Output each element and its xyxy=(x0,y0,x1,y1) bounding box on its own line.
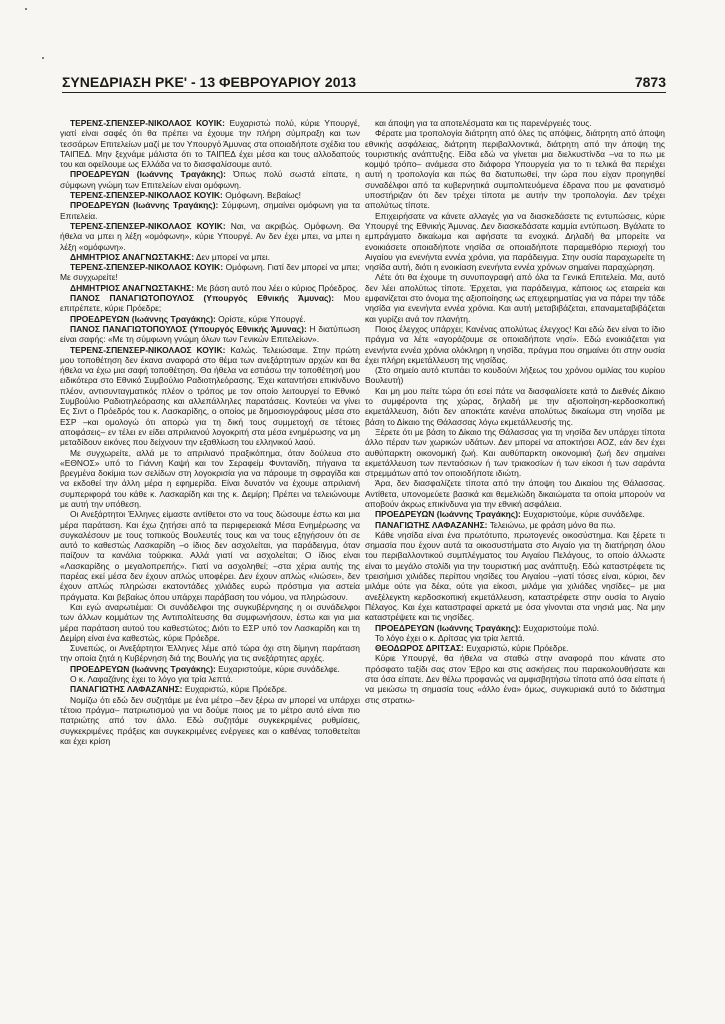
paragraph-text: και άποψη για τα αποτελέσματα και τις παρενέργειές τους. xyxy=(375,118,592,128)
paragraph-text: Και μη μου πείτε τώρα ότι εσεί πάτε να διασφαλίσετε κατά το Διεθνές Δίκαιο το συμφέροντα της χώρας, δηλαδή με την αξιοποίηση-κερδοσκοπική εκμετάλλευση, διότι δεν αποκτάτε κανένα απολύτως δικαίωμα στη νησίδα με βάση το Δίκαιο της Θάλασσας λόγω εκμετάλλευσής της. xyxy=(365,385,665,427)
paragraph-text: Ομόφωνη. Γιατί δεν μπορεί να μπει; Με συγχωρείτε! xyxy=(60,262,360,283)
paragraph xyxy=(365,118,665,128)
speaker-name: ΘΕΟΔΩΡΟΣ ΔΡΙΤΣΑΣ: xyxy=(375,643,464,654)
paragraph xyxy=(60,602,360,643)
speaker-name: ΠΡΟΕΔΡΕΥΩΝ xyxy=(375,509,435,520)
paragraph xyxy=(60,190,360,200)
paragraph xyxy=(365,520,665,530)
session-title: ΣΥΝΕΔΡΙΑΣΗ ΡΚΕ' - 13 ΦΕΒΡΟΥΑΡΙΟΥ 2013 xyxy=(62,74,357,90)
header-divider xyxy=(62,92,666,93)
paragraph-text: Το λόγο έχει ο κ. Δρίτσας για τρία λεπτά. xyxy=(375,632,525,643)
paragraph-text: Νομίζω ότι εδώ δεν συζητάμε με ένα μέτρο –δεν ξέρω αν μπορεί να υπάρχει τέτοιο πράγμα– πατριωτισμού για να δούμε ποιος με το μέτρο αυτό είναι πιο πατριώτης από τον άλλο. Εδώ συζητάμε συγκεκριμένες ρυθμίσεις, συγκεκριμένες πράξεις και συγκεκριμένες ενέργειες και ο καθένας τοποθετείται και έχει κρίση xyxy=(60,694,360,746)
paragraph xyxy=(365,653,665,704)
paragraph-text: Τελειώνω, με φράση μόνο θα πω. xyxy=(489,519,616,530)
paragraph xyxy=(365,530,665,623)
paragraph-text: Συνεπώς, οι Ανεξάρτητοι Έλληνες λέμε από τώρα όχι στη δίμηνη παράταση την οποία ζητά η Κυβέρνηση διά της Βουλής για τις ανεξάρτητες αρχές. xyxy=(60,643,360,664)
right-text-column xyxy=(365,118,665,1014)
paragraph-text: Ευχαριστούμε πολύ. xyxy=(523,622,600,633)
paragraph xyxy=(60,200,360,221)
paragraph xyxy=(365,478,665,509)
speaker-name: ΔΗΜΗΤΡΙΟΣ ΑΝΑΓΝΩΣΤΑΚΗΣ: xyxy=(70,282,195,293)
speaker-role: (Ιωάννης Τραγάκης): xyxy=(133,200,219,211)
paragraph xyxy=(60,448,360,510)
paragraph xyxy=(365,272,665,323)
paragraph-text: Κύριε Υπουργέ, θα ήθελα να σταθώ στην αναφορά που κάνατε στο πρόσφατο ταξίδι σας στον Έβρο και στις ασκήσεις που παρακολουθήσατε και στα όσα είπατε. Δεν θέλω προφανώς να αμφισβητήσω τίποτα από όσα είπατε ή να μειώσω τη σημασία τους «άλλο ένα» όμως, συγκυριακά αυτό το διάστημα στις στρατιω- xyxy=(365,653,665,705)
paragraph xyxy=(60,252,360,262)
paragraph-text: Ναι, να ακριβώς. Ομόφωνη. Θα ήθελα να μπει η λέξη «ομόφωνη», κύριε Υπουργέ. Αν δεν έχει μπει, να μπει η λέξη «ομόφωνη». xyxy=(60,220,360,252)
speaker-name: ΤΕΡΕΝΣ-ΣΠΕΝΣΕΡ-ΝΙΚΟΛΑΟΣ ΚΟΥΙΚ: xyxy=(70,190,223,201)
speaker-role: (Υπουργός Εθνικής Άμυνας): xyxy=(203,293,335,304)
paragraph-text: Ορίστε, κύριε Υπουργέ. xyxy=(218,313,306,324)
paragraph xyxy=(60,262,360,283)
paragraph-text: Όπως πολύ σωστά είπατε, η σύμφωνη γνώμη των Επιτελείων είναι ομόφωνη. xyxy=(60,169,360,190)
speaker-name: ΠΑΝΟΣ ΠΑΝΑΓΙΩΤΟΠΟΥΛΟΣ xyxy=(70,323,188,334)
paragraph-text: Με βάση αυτό που λέει ο κύριος Πρόεδρος. xyxy=(196,282,359,293)
paragraph-text: Φέρατε μια τροπολογία διάτρητη από όλες τις απόψεις, διάτρητη από άποψη εθνικής ασφάλειας, διάτρητη περιβαλλοντικά, διάτρητη από την άποψη της τουριστικής ανάπτυξης. Είδα εδώ να γίνεται μια διελκυστίνδα –να το πω με κομψό τρόπο– ανάμεσα στο διάφορα Υπουργεία για το τι τελικά θα περιέχει αυτή η τροπολογία και πώς θα διατυπωθεί, την ώρα που είχαν προηγηθεί συναδέλφοι από τα κυβερνητικά συμπολιτευόμενα έδρανα που με φανατισμό υποστήριζαν ότι δεν τρέχει τίποτα με αυτήν την τροπολογία. Δεν τρέχει απολύτως τίποτε. xyxy=(365,128,665,211)
paragraph xyxy=(60,684,360,694)
paragraph-text: Ποιος έλεγχος υπάρχει; Κανένας απολύτως έλεγχος! Και εδώ δεν είναι το ίδιο πράγμα να λέτε «αγοράζουμε σε οποιαδήποτε νησί». Εδώ ενοικιάζεται για ενενήντα εννέα χρόνια ολόκληρη η νησίδα, πράγμα που σημαίνει ότι στην ουσία έχει πλήρη εκμετάλλευση της νησίδας. xyxy=(365,323,665,365)
paragraph xyxy=(365,324,665,365)
paragraph xyxy=(60,509,360,602)
paragraph-text: Δεν μπορεί να μπει. xyxy=(195,251,271,262)
paragraph-text: Επιχειρήσατε να κάνετε αλλαγές για να διασκεδάσετε τις εντυπώσεις, κύριε Υπουργέ της Εθνικής Άμυνας. Δεν διασκεδάσατε καμμία εντύπωση. Βγάλατε το εμπράγματο δικαίωμα και αφήσατε τα ενοχικά. Δηλαδή θα μπορείτε να ενοικιάσετε οποιαδήποτε νησίδα σε οποιαδήποτε παραμεθόριο περιοχή του Αιγαίου για ενενήντα εννέα χρόνια, για παράδειγμα. Στην ουσία παραχωρείτε τη νησίδα αυτή, διότι η ενοικίαση ενενήντα εννέα χρόνων σημαίνει παραχώρηση. xyxy=(365,210,665,273)
paragraph xyxy=(365,365,665,386)
speaker-role: (Ιωάννης Τραγάκης): xyxy=(436,622,521,633)
paragraph-text: Με συγχωρείτε, αλλά με το απριλιανό πραξικόπημα, όταν δούλευα στο «ΕΘΝΟΣ» υπό το Γιάννη Καψή και τον Σεραφείμ Φυντανίδη, πήγαινα τα βρεγμένα δοκίμια των σελίδων στη λογοκρισία για να πάρουμε τη σφραγίδα και να εκδοθεί την άλλη μέρα η εφημερίδα. Είναι δυνατόν να έχουμε απριλιανή συμπεριφορά του κάθε κ. Λασκαρίδη και της κ. Δεμίρη; Πρέπει να τελειώνουμε με αυτή την υπόθεση. xyxy=(60,447,360,509)
paragraph-text: Μου επιτρέπετε, κύριε Πρόεδρε; xyxy=(60,293,360,314)
speaker-role: (Υπουργός Εθνικής Άμυνας): xyxy=(189,323,307,334)
paragraph xyxy=(60,118,360,169)
paragraph xyxy=(365,509,665,519)
paragraph-text: Ευχαριστούμε, κύριε συνάδελφε. xyxy=(218,663,340,674)
speaker-role: (Ιωάννης Τραγάκης): xyxy=(131,313,216,324)
page-header xyxy=(62,70,666,90)
paragraph-text: (Στο σημείο αυτό κτυπάει το κουδούνι λήξεως του χρόνου ομιλίας του κυρίου Βουλευτή) xyxy=(365,365,665,386)
paragraph xyxy=(60,221,360,252)
paragraph-text: Ευχαριστώ πολύ, κύριε Υπουργέ, γιατί είναι σαφές ότι θα πρέπει να έχουμε την πλήρη σύμπραξη και των τεσσάρων Επιτελείων μαζί με τον Υπουργό Άμυνας στα οποιαδήποτε σχέδια του ΤΑΙΠΕΔ. Μην ξεχνάμε μάλιστα ότι το ΤΑΙΠΕΔ έχει μέσα και τους αλλοδαπούς του και οφείλουμε ως Ελλάδα να το διασφαλίσουμε αυτό. xyxy=(60,118,360,170)
paragraph-text: Και εγώ αναρωτιέμαι: Οι συνάδελφοι της συγκυβέρνησης η οι συνάδελφοι των άλλων κομμάτων της Αντιπολίτευσης θα συμφωνήσουν, έστω και για μια μέρα παράταση αυτού του καθεστώτος; Διότι το ΕΣΡ υπό τον Λασκαρίδη και τη Δεμίρη είναι ένα καθεστώς, κύριε Πρόεδρε. xyxy=(60,601,360,643)
paragraph xyxy=(60,664,360,674)
speaker-name: ΠΡΟΕΔΡΕΥΩΝ xyxy=(70,663,130,674)
paragraph-text: Καλώς. Τελειώσαμε. Στην πρώτη μου τοποθέτηση δεν έκανα αναφορά στο θέμα των ανεξάρτητων αρχών και θα ήθελα να έχω μια σαφή τοποθέτηση. Θα ήθελα να εστιάσω την τοποθέτησή μου ειδικότερα στο Εθνικό Συμβούλιο Ραδιοτηλεόρασης. Έχει καταντήσει επικίνδυνο πλέον, αντισυνταγματικός πλέον ο τρόπος με τον οποίο λειτουργεί το Εθνικό Συμβούλιο Ραδιοτηλεόρασης και αλλεπάλληλες παρατάσεις. Κοντεύει να γίνει Ες Σιντ ο Πρόεδρός του κ. Λασκαρίδης, ο οποίος με δημοσιογράφους μέσα στο ΕΣΡ –και ομολογώ ότι απορώ για τη δική τους συμμετοχή σε τέτοιες αποφάσεις– εν τέλει εν είδει απριλιανού λογοκριτή στα μέσα ενημέρωσης να μη μεταδίδουν εικόνες που δείχνουν την εξαθλίωση του ελληνικού λαού. xyxy=(60,344,360,448)
paragraph xyxy=(60,293,360,314)
speaker-name: ΠΡΟΕΔΡΕΥΩΝ xyxy=(70,200,130,211)
left-text-column xyxy=(60,118,360,1014)
paragraph xyxy=(365,427,665,478)
speaker-name: ΔΗΜΗΤΡΙΟΣ ΑΝΑΓΝΩΣΤΑΚΗΣ: xyxy=(70,251,195,262)
paragraph-text: Σύμφωνη, σημαίνει ομόφωνη για τα Επιτελεία. xyxy=(60,200,360,221)
speaker-name: ΤΕΡΕΝΣ-ΣΠΕΝΣΕΡ-ΝΙΚΟΛΑΟΣ ΚΟΥΙΚ: xyxy=(70,344,226,355)
paragraph xyxy=(60,674,360,684)
paragraph xyxy=(60,324,360,345)
speaker-name: ΤΕΡΕΝΣ-ΣΠΕΝΣΕΡ-ΝΙΚΟΛΑΟΣ ΚΟΥΙΚ: xyxy=(70,220,226,231)
paragraph xyxy=(60,169,360,190)
speaker-role: (Ιωάννης Τραγάκης): xyxy=(436,509,521,520)
paragraph-text: Ο κ. Λαφαζάνης έχει το λόγο για τρία λεπτά. xyxy=(70,674,233,685)
speaker-name: ΠΑΝΑΓΙΩΤΗΣ ΛΑΦΑΖΑΝΗΣ: xyxy=(70,684,183,695)
speaker-name: ΠΑΝΟΣ ΠΑΝΑΓΙΩΤΟΠΟΥΛΟΣ xyxy=(70,293,194,304)
paragraph-text: Οι Ανεξάρτητοι Έλληνες είμαστε αντίθετοι στο να τους δώσουμε έστω και μια μέρα παράταση. Και έχω ζητήσει από τα περιφερειακά Μέσα Ενημέρωσης να συγκαλέσουν με τους τοπικούς Βουλευτές τους και να τους εξηγήσουν ότι σε αυτό το καθεστώς Λασκαρίδη –ο ίδιος δεν ασχολείται, για παράδειγμα, όταν παίζουν τα κανάλια τούρκικα. Αλλά γιατί να ασχολείται; Ο ίδιος είναι «Λασκαρίδης ο μεγαλοπρεπής». Γιατί να ασχοληθεί; –στα χέρια αυτής της παρέας εκεί μέσα δεν έχουν απλώς υποφέρει. Δεν έχουν απλώς «λιώσει», δεν έχουν απλώς πληρώσει εκατοντάδες χιλιάδες ευρώ πρόστιμα για αστεία πράγματα. Και βεβαίως όπου υπάρχει παράβαση του νόμου, να πληρώσουν. xyxy=(60,509,360,602)
speaker-name: ΤΕΡΕΝΣ-ΣΠΕΝΣΕΡ-ΝΙΚΟΛΑΟΣ ΚΟΥΙΚ: xyxy=(70,118,225,128)
speaker-name: ΠΡΟΕΔΡΕΥΩΝ xyxy=(375,622,435,633)
paragraph xyxy=(365,128,665,210)
paragraph-text: Ομόφωνη. Βεβαίως! xyxy=(225,190,302,201)
speaker-role: (Ιωάννης Τραγάκης): xyxy=(136,169,226,180)
speaker-role: (Ιωάννης Τραγάκης): xyxy=(131,663,216,674)
page-number: 7873 xyxy=(634,74,666,90)
paragraph xyxy=(365,211,665,273)
paragraph-text: Ευχαριστώ, κύριε Πρόεδρε. xyxy=(466,643,569,654)
speaker-name: ΠΑΝΑΓΙΩΤΗΣ ΛΑΦΑΖΑΝΗΣ: xyxy=(375,519,488,530)
scan-speck xyxy=(42,57,44,59)
paragraph xyxy=(60,314,360,324)
paragraph xyxy=(60,345,360,448)
paragraph-text: Ευχαριστούμε, κύριε συνάδελφε. xyxy=(523,509,645,520)
paragraph xyxy=(365,386,665,427)
speaker-name: ΠΡΟΕΔΡΕΥΩΝ xyxy=(70,169,130,180)
paragraph-text: Ξέρετε ότι με βάση το Δίκαιο της Θάλασσας για τη νησίδα δεν υπάρχει τίποτα άλλο πέραν των χωρικών υδάτων. Δεν μπορεί να αποκτήσει ΑΟΖ, εάν δεν έχει αυθύπαρκτη οικονομική ζωή. Και αυθύπαρκτη οικονομική ζωή δεν σημαίνει εκμετάλλευση των πενταόσιων ή των τριακοσίων ή των είκοσι ή των σαράντα στρεμμάτων από τον οποιοδήποτε ιδιώτη. xyxy=(365,426,665,479)
speaker-name: ΤΕΡΕΝΣ-ΣΠΕΝΣΕΡ-ΝΙΚΟΛΑΟΣ ΚΟΥΙΚ: xyxy=(70,262,224,273)
paragraph xyxy=(60,283,360,293)
paragraph-text: Κάθε νησίδα είναι ένα πρωτότυπο, πρωτογενές οικοσύστημα. Και ξέρετε τι σημασία που έχουν αυτά τα οικοσυστήματα στο Αιγαίο για τη διατήρηση όλου του περιβαλλοντικού συμπλέγματος του Αιγαίου Πελάγους, το οποίο άλλωστε είναι το μεγάλο στολίδι για την τουριστική μας ανάπτυξη. Εδώ καταστρέφετε τις τρεισήμισι χιλιάδες περίπου νησίδες του Αιγαίου –γιατί τόσες είναι, κύριοι, δεν μιλάμε ούτε για δέκα, ούτε για είκοσι, μιλάμε για χιλιάδες νησίδες– με μια ανεξέλεγκτη κερδοσκοπική εκμετάλλευση, καταστρέφετε στην ουσία το Αιγαίο Πέλαγος. Και έχει καταστραφεί αρκετά με όσα γίνονται στα νησιά μας. Να μην καταστρέψετε και τις νησίδες. xyxy=(365,529,665,623)
speaker-name: ΠΡΟΕΔΡΕΥΩΝ xyxy=(70,313,130,324)
paragraph-text: Άρα, δεν διασφαλίζετε τίποτα από την άποψη του Δικαίου της Θάλασσας. Αντίθετα, υπονομεύετε βασικά και θεμελιώδη δικαιώματα τα οποία μπορούν να αποβούν άκρως επικίνδυνα για την εθνική ασφάλεια. xyxy=(365,478,665,509)
paragraph xyxy=(365,633,665,643)
scan-speck xyxy=(25,8,27,10)
paragraph xyxy=(365,643,665,653)
paragraph-text: Λέτε ότι θα έχουμε τη συνυπογραφή από όλα τα Γενικά Επιτελεία. Μα, αυτό δεν λέει απολύτως τίποτε. Έρχεται, για παράδειγμα, κάποιος ως εταιρεία και εμφανίζεται στο όνομα της αξιοποίησης ως επιχειρηματίας για να πάρει την τάδε νησίδα για ενενήντα εννέα χρόνια. Και αυτή μεταβιβάζεται, επαναμεταβιβάζεται και γυρίζει ανά τον πλανήτη. xyxy=(365,272,665,324)
paragraph-text: Η διατύπωση είναι σαφής: «Με τη σύμφωνη γνώμη όλων των Γενικών Επιτελείων». xyxy=(60,323,360,345)
paragraph-text: Ευχαριστώ, κύριε Πρόεδρε. xyxy=(184,684,288,695)
paragraph xyxy=(60,643,360,664)
paragraph xyxy=(365,623,665,633)
paragraph xyxy=(60,695,360,746)
